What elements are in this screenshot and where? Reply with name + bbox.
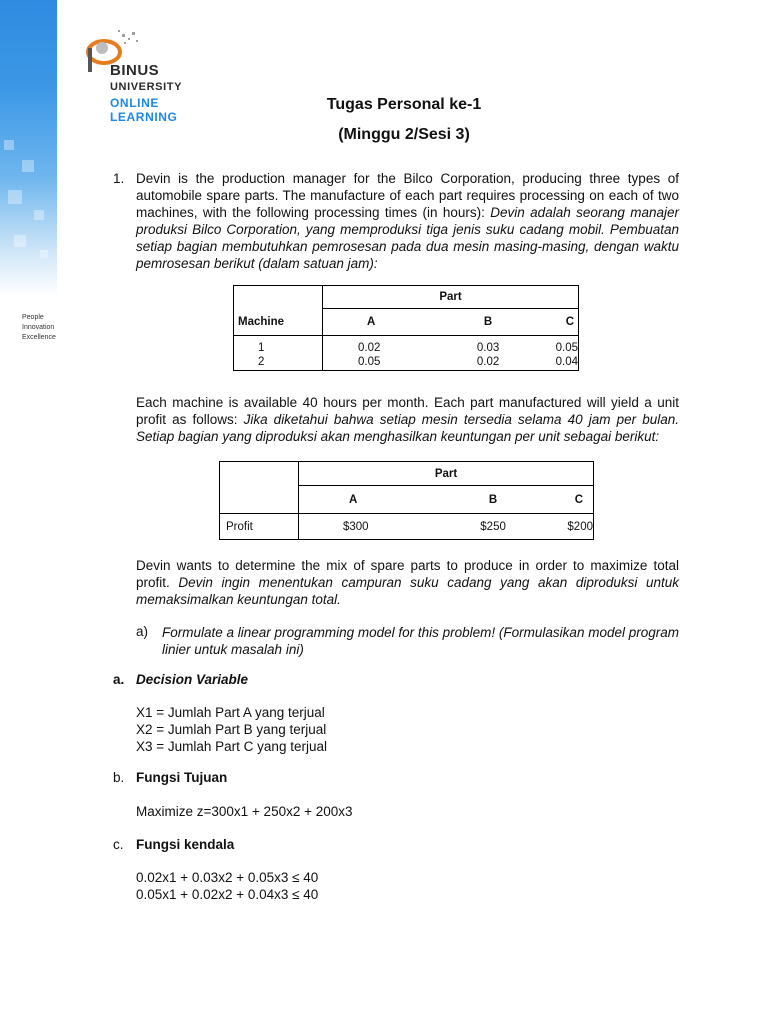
table-cell: 0.02 [455,354,520,370]
section-title: Fungsi kendala [136,837,235,852]
table-cell: $200 [529,514,593,540]
table-cell: 0.03 [476,342,500,354]
availability-text: Each machine is available 40 hours per month. Each part manufactured will yield a unit profit as follows: Jika diketahui bahwa setiap mesin tersedia selama 40 jam per bulan. Setiap bagian yang diproduksi akan menghasilkan keuntungan per unit sebagai berikut: [136,395,679,444]
logo-online: ONLINE [110,96,159,110]
objective-function-line: Maximize z=300x1 + 250x2 + 200x3 [136,804,353,819]
processing-time-table [233,285,579,371]
section-title: Fungsi Tujuan [136,770,228,785]
profit-table [219,461,594,540]
table-empty-cell [220,486,299,514]
decision-variable-line: X2 = Jumlah Part B yang terjual [136,722,327,737]
decision-variable-line: X1 = Jumlah Part A yang terjual [136,705,325,720]
table-corner-cell [220,462,299,486]
subquestion-text: Formulate a linear programming model for this problem! (Formulasikan model program linier untuk masalah ini) [162,625,679,657]
strip-square [22,160,34,172]
tagline-line: People [22,314,44,321]
table-column-header: C [521,309,579,336]
table-cell: 2 [234,354,323,370]
question-text: Devin is the production manager for the Bilco Corporation, producing three types of automobile spare parts. The manufacture of each part requires processing on each of two machines, with the following processing times (in hours): Devin adalah seorang manajer produksi Bilco Corporation, yang memproduksi tiga jenis suku cadang mobil. Pembuatan setiap bagian membutuhkan pemrosesan pada dua mesin masing-masing, dengan waktu pemrosesan berikut (dalam satuan jam): [136,171,679,271]
question-text-translation: Devin adalah seorang manajer produksi Bilco Corporation, yang memproduksi tiga jenis suku cadang mobil. Pembuatan setiap bagian membutuhkan pemrosesan pada dua mesin masing-masing, dengan waktu pemrosesan berikut (dalam satuan jam): [136,205,679,271]
constraint-line: 0.05x1 + 0.02x2 + 0.04x3 ≤ 40 [136,887,319,902]
section-title: Decision Variable [136,672,249,687]
strip-square [34,210,44,220]
tagline-line: Innovation [22,324,55,331]
table-cell: 0.02 [358,342,381,354]
availability-text-translation: Jika diketahui bahwa setiap mesin tersedia selama 40 jam per bulan. Setiap bagian yang diproduksi akan menghasilkan keuntungan per unit sebagai berikut: [136,412,679,444]
strip-square [40,250,48,258]
table-cell: 1 [234,336,323,355]
table-cell: $300 [299,514,458,540]
table-column-header: B [455,309,520,336]
table-column-header: A [323,309,456,336]
section-marker: a. [113,672,125,687]
decorative-side-strip [0,0,57,296]
table-column-header: A [299,486,458,514]
objective-text-translation: Devin ingin menentukan campuran suku cadang yang akan diproduksi untuk memaksimalkan keuntungan total. [136,575,679,607]
table-cell: 0.04 [521,354,579,370]
table-column-header: B [457,486,529,514]
constraint-line: 0.02x1 + 0.03x2 + 0.05x3 ≤ 40 [136,870,319,885]
objective-text: Devin wants to determine the mix of spare parts to produce in order to maximize total profit. Devin ingin menentukan campuran suku cadang yang akan diproduksi untuk memaksimalkan keuntungan total. [136,558,679,607]
logo-brand: BINUS [110,62,160,79]
section-marker: c. [113,837,124,852]
page-title: Tugas Personal ke-1 [326,96,482,113]
table-row-header: Machine [234,309,323,336]
tagline-line: Excellence [22,334,56,341]
subquestion-marker: a) [136,624,149,639]
page-subtitle: (Minggu 2/Sesi 3) [338,126,470,143]
table-corner-cell [234,286,323,309]
table-group-header: Part [323,286,579,309]
table-cell: $250 [457,514,529,540]
decision-variable-line: X3 = Jumlah Part C yang terjual [136,739,327,754]
logo-university: UNIVERSITY [110,81,183,93]
strip-square [14,235,26,247]
table-cell: 0.05 [521,336,579,355]
strip-square [8,190,22,204]
table-group-header: Part [299,462,594,486]
table-row-label: Profit [220,514,299,540]
section-marker: b. [113,770,125,785]
tagline [22,313,56,343]
table-column-header: C [529,486,593,514]
question-number: 1. [113,171,125,186]
logo-learning: LEARNING [110,110,178,124]
table-cell: 0.05 [323,354,456,370]
